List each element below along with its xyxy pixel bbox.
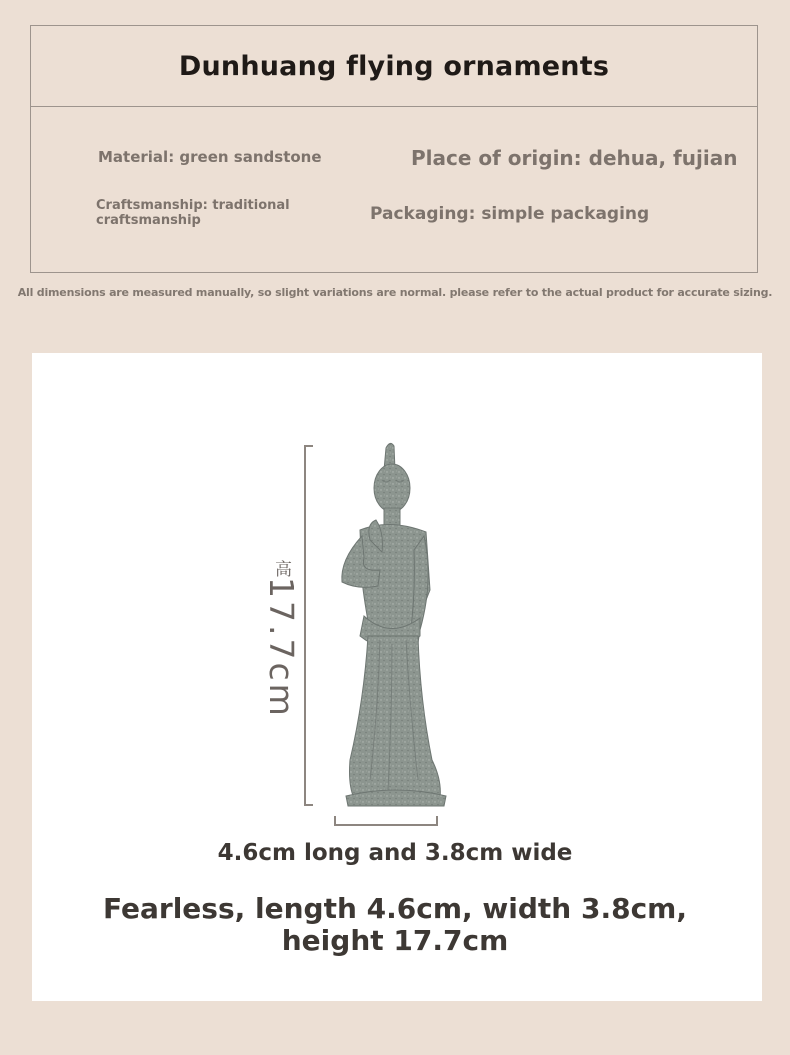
material-label: Material: green sandstone [98,148,322,166]
height-prefix: 高 [271,560,291,577]
height-value: 17.7cm [262,577,301,719]
height-label [262,560,301,719]
spec-title-row [31,26,757,107]
height-dimension-line [304,445,306,805]
craftsmanship-label: Craftsmanship: traditional craftsmanship [96,198,290,228]
width-dimension-line [334,824,438,826]
product-title: Dunhuang flying ornaments [178,50,610,82]
spec-table [30,25,758,273]
summary-caption: Fearless, length 4.6cm, width 3.8cm, height 17.7cm [103,892,687,957]
height-dimension-cap-top [304,445,313,447]
origin-label: Place of origin: dehua, fujian [411,146,738,170]
sandstone-figurine-image [320,440,460,810]
size-caption: 4.6cm long and 3.8cm wide [217,840,573,866]
width-dimension-cap-right [436,816,438,825]
dimension-disclaimer: All dimensions are measured manually, so slight variations are normal. please refer to the actual product for accurate sizing. [17,286,773,299]
width-dimension-cap-left [334,816,336,825]
packaging-label: Packaging: simple packaging [370,204,650,224]
height-dimension-cap-bottom [304,804,313,806]
